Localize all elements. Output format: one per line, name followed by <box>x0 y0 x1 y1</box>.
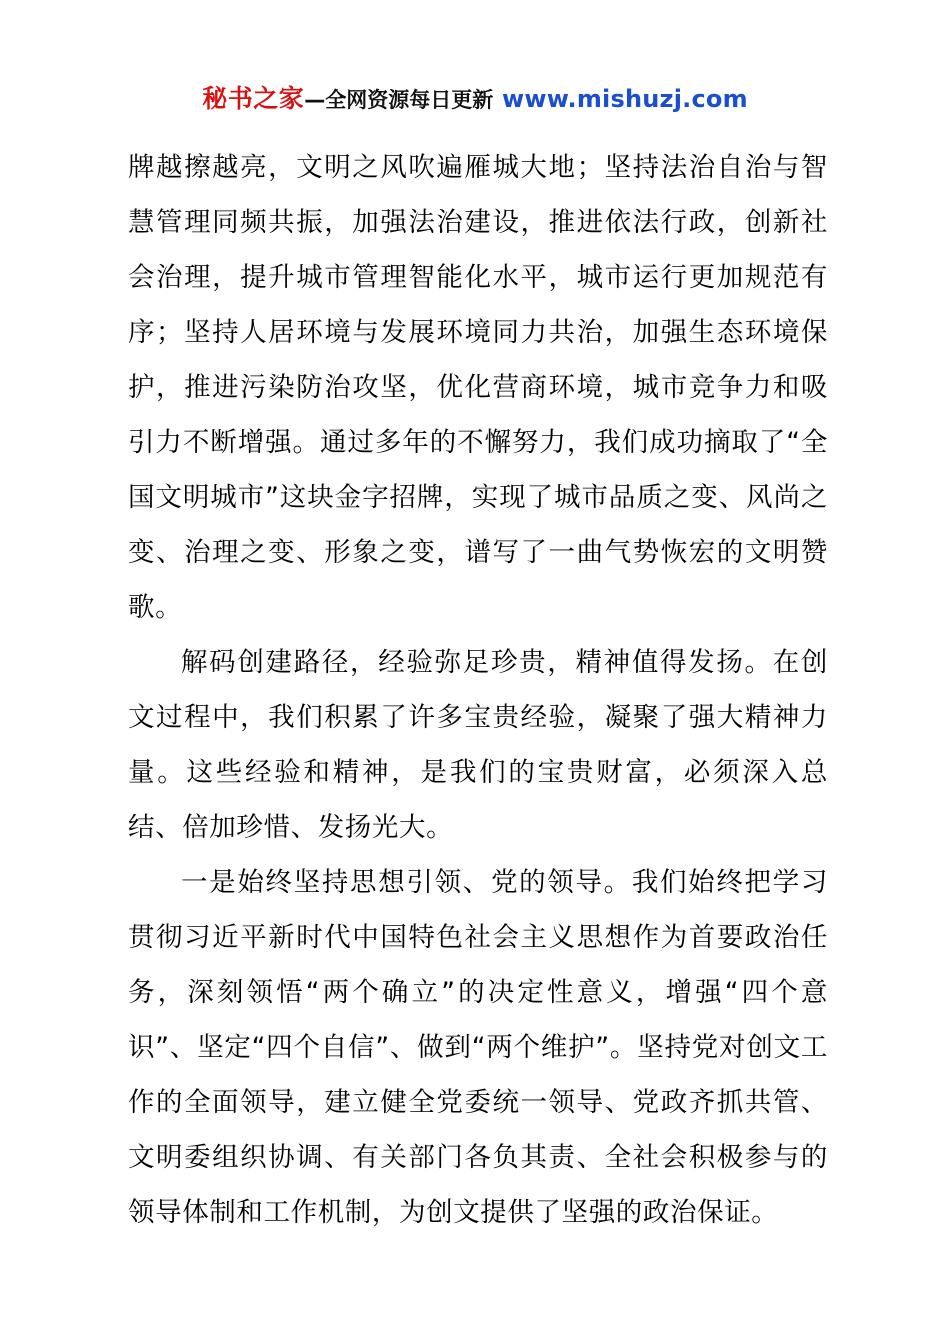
site-brand-label: 秘书之家 <box>202 84 305 113</box>
paragraph-3: 一是始终坚持思想引领、党的领导。我们始终把学习贯彻习近平新时代中国特色社会主义思想作为首要政治任务，深刻领悟“两个确立”的决定性意义，增强“四个意识”、坚定“四个自信”、做到“两个维护”。坚持党对创文工作的全面领导，建立健全党委统一领导、党政齐抓共管、文明委组织协调、有关部门各负其责、全社会积极参与的领导体制和工作机制，为创文提供了坚强的政治保证。 <box>128 867 828 1228</box>
watermark-header <box>0 86 950 111</box>
site-slogan-label: —全网资源每日更新 <box>304 88 494 112</box>
site-url-link[interactable]: www.mishuzj.com <box>501 85 748 113</box>
paragraph-2: 解码创建路径，经验弥足珍贵，精神值得发扬。在创文过程中，我们积累了许多宝贵经验，凝聚了强大精神力量。这些经验和精神，是我们的宝贵财富，必须深入总结、倍加珍惜、发扬光大。 <box>128 647 828 843</box>
document-body <box>128 140 828 1240</box>
paragraph-1: 牌越擦越亮，文明之风吹遍雁城大地；坚持法治自治与智慧管理同频共振，加强法治建设，推进依法行政，创新社会治理，提升城市管理智能化水平，城市运行更加规范有序；坚持人居环境与发展环境同力共治，加强生态环境保护，推进污染防治攻坚，优化营商环境，城市竞争力和吸引力不断增强。通过多年的不懈努力，我们成功摘取了“全国文明城市”这块金字招牌，实现了城市品质之变、风尚之变、治理之变、形象之变，谱写了一曲气势恢宏的文明赞歌。 <box>128 152 828 623</box>
